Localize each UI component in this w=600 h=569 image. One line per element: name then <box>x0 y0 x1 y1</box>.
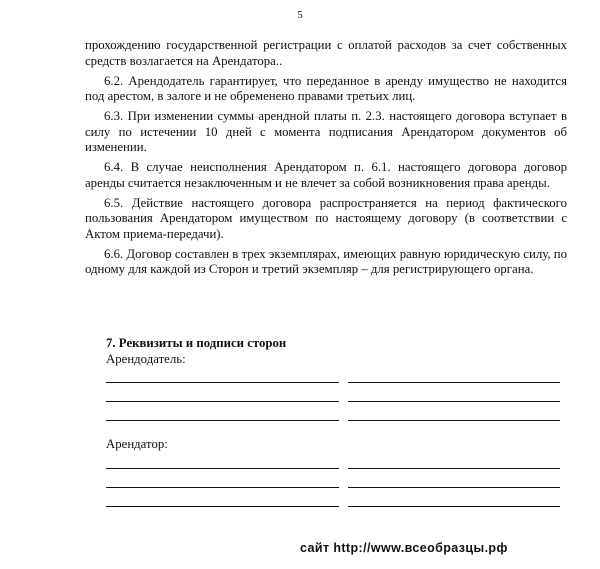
signature-line <box>348 420 560 421</box>
paragraph-6-3: 6.3. При изменении суммы арендной платы п. 2.3. настоящего договора вступает в силу по истечении 10 дней с момента подписания Арендатором документов об изменении. <box>85 109 567 154</box>
landlord-label: Арендодатель: <box>106 351 186 366</box>
signature-row <box>106 453 576 472</box>
page-number: 5 <box>297 9 303 21</box>
signature-row <box>106 491 576 510</box>
signature-row <box>106 472 576 491</box>
signature-line <box>106 506 339 507</box>
signature-line <box>106 382 339 383</box>
signature-line <box>106 420 339 421</box>
paragraph-6-4: 6.4. В случае неисполнения Арендатором п. 6.1. настоящего договора договор аренды считается незаключенным и не влечет за собой возникновения права аренды. <box>85 160 567 190</box>
signature-line <box>348 468 560 469</box>
signature-row <box>106 367 576 386</box>
document-body <box>85 38 567 282</box>
section-title: 7. Реквизиты и подписи сторон <box>106 336 287 350</box>
paragraph-continuation: прохождению государственной регистрации с оплатой расходов за счет собственных средств возлагается на Арендатора.. <box>85 38 567 68</box>
signature-line <box>106 401 339 402</box>
signature-line <box>348 506 560 507</box>
signature-line <box>348 487 560 488</box>
signature-line <box>106 487 339 488</box>
signature-line <box>348 401 560 402</box>
paragraph-6-5: 6.5. Действие настоящего договора распространяется на период фактического пользования Арендатором имуществом по настоящему договору (в соответствии с Актом приема-передачи). <box>85 195 567 241</box>
paragraph-6-2: 6.2. Арендодатель гарантирует, что переданное в аренду имущество не находится под арестом, в залоге и не обременено правами третьих лиц. <box>85 73 567 103</box>
website-watermark: сайт http://www.всеобразцы.рф <box>300 541 508 555</box>
signature-row <box>106 405 576 424</box>
signature-row <box>106 386 576 405</box>
requisites-section <box>106 336 576 510</box>
signature-line <box>106 468 339 469</box>
signature-line <box>348 382 560 383</box>
paragraph-6-6: 6.6. Договор составлен в трех экземплярах, имеющих равную юридическую силу, по одному для каждой из Сторон и третий экземпляр – для регистрирующего органа. <box>85 246 567 276</box>
tenant-label: Арендатор: <box>106 437 168 451</box>
